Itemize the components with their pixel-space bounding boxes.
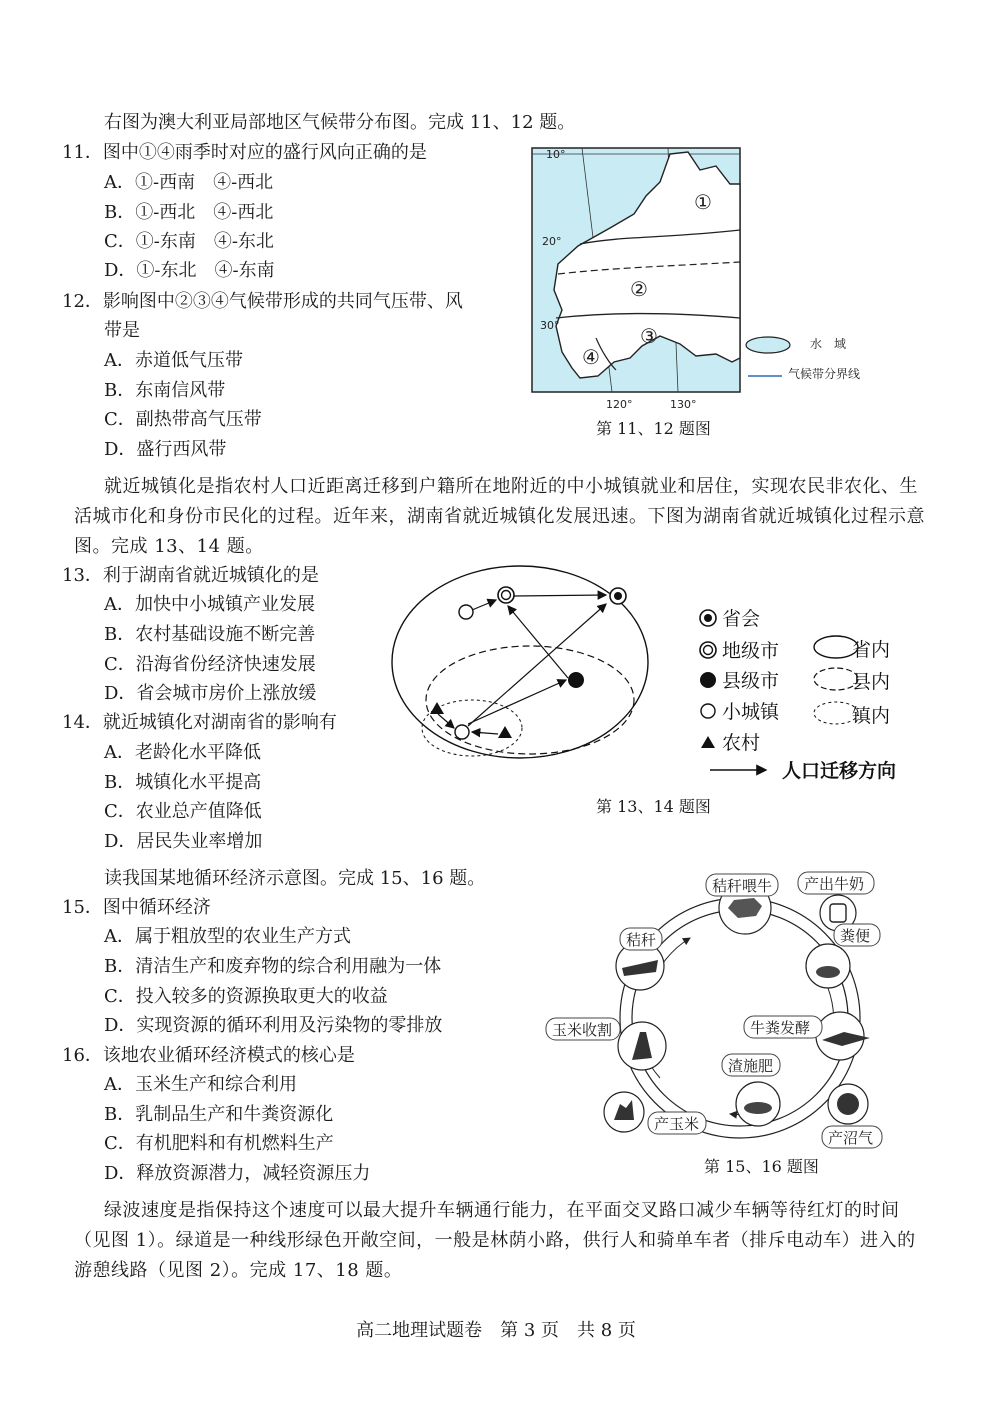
q14-option-d: D．居民失业率增加 bbox=[104, 831, 263, 852]
section2-intro: 就近城镇化是指农村人口近距离迁移到户籍所在地附近的中小城镇就业和居住，实现农民非农化、生活城市化和身份市民化的过程。近年来，湖南省就近城镇化发展迅速。下图为湖南省就近城镇化过程示意图。完成 13、14 题。 bbox=[74, 476, 925, 557]
q15-option-c: C．投入较多的资源换取更大的收益 bbox=[104, 986, 388, 1007]
q16-option-a: A．玉米生产和综合利用 bbox=[104, 1074, 297, 1095]
label-milk: 产出牛奶 bbox=[804, 875, 865, 893]
migration-arrow-legend bbox=[706, 757, 926, 783]
region-2-label: ② bbox=[630, 277, 648, 301]
label-corn: 产玉米 bbox=[654, 1115, 700, 1133]
q14-option-a: A．老龄化水平降低 bbox=[104, 742, 261, 763]
legend-town-area: 镇内 bbox=[852, 705, 891, 727]
region-4-label: ④ bbox=[582, 345, 600, 369]
q16-stem: 16．该地农业循环经济模式的核心是 bbox=[62, 1045, 355, 1066]
legend-province: 省内 bbox=[852, 639, 891, 661]
q11-option-d: D．①-东北 ④-东南 bbox=[104, 260, 275, 281]
q14-option-b: B．城镇化水平提高 bbox=[104, 772, 262, 793]
legend-county: 县级市 bbox=[722, 670, 780, 692]
legend-arrow: 人口迁移方向 bbox=[782, 760, 897, 782]
label-harvest: 玉米收割 bbox=[552, 1021, 613, 1039]
circular-economy-diagram bbox=[540, 868, 900, 1154]
q12-stem-line2: 带是 bbox=[104, 320, 140, 341]
q16-option-b: B．乳制品生产和牛粪资源化 bbox=[104, 1104, 334, 1125]
legend-village: 农村 bbox=[722, 732, 761, 754]
urbanization-diagram bbox=[390, 562, 920, 772]
legend-town: 小城镇 bbox=[722, 701, 780, 723]
q14-option-c: C．农业总产值降低 bbox=[104, 801, 262, 822]
section3-intro: 读我国某地循环经济示意图。完成 15、16 题。 bbox=[104, 868, 486, 889]
map-caption: 第 11、12 题图 bbox=[596, 419, 711, 438]
label-biogas: 产沼气 bbox=[828, 1129, 874, 1147]
q12-option-c: C．副热带高气压带 bbox=[104, 409, 262, 430]
county-legend-icon bbox=[700, 672, 716, 688]
urbanization-caption: 第 13、14 题图 bbox=[596, 797, 711, 816]
page-footer: 高二地理试题卷 第 3 页 共 8 页 bbox=[356, 1320, 636, 1341]
label-residue: 渣施肥 bbox=[728, 1057, 774, 1075]
section1-intro: 右图为澳大利亚局部地区气候带分布图。完成 11、12 题。 bbox=[104, 112, 576, 133]
water-legend-icon bbox=[746, 337, 790, 353]
australia-climate-map bbox=[520, 140, 890, 411]
q12-option-a: A．赤道低气压带 bbox=[104, 350, 243, 371]
cycle-caption: 第 15、16 题图 bbox=[704, 1157, 819, 1176]
village-node-2 bbox=[498, 726, 512, 738]
q14-stem: 14．就近城镇化对湖南省的影响有 bbox=[62, 712, 337, 733]
county-city-node bbox=[568, 672, 584, 688]
q11-option-a: A．①-西南 ④-西北 bbox=[104, 172, 274, 193]
lat-label-30: 30° bbox=[540, 319, 560, 332]
q12-option-b: B．东南信风带 bbox=[104, 380, 226, 401]
legend-county-area: 县内 bbox=[852, 671, 891, 693]
small-town-node bbox=[459, 605, 473, 619]
village-node-1 bbox=[430, 702, 444, 714]
q15-option-a: A．属于粗放型的农业生产方式 bbox=[104, 926, 351, 947]
legend-water-label: 水 域 bbox=[810, 337, 847, 351]
legend-capital: 省会 bbox=[722, 608, 761, 630]
q11-stem: 11．图中①④雨季时对应的盛行风向正确的是 bbox=[62, 142, 427, 163]
q15-option-b: B．清洁生产和废弃物的综合利用融为一体 bbox=[104, 956, 442, 977]
legend-prefecture: 地级市 bbox=[722, 640, 780, 662]
lon-label-120: 120° bbox=[606, 398, 633, 411]
lat-label-10: 10° bbox=[546, 148, 566, 161]
q13-stem: 13．利于湖南省就近城镇化的是 bbox=[62, 565, 319, 586]
region-1-label: ① bbox=[694, 190, 712, 214]
q13-option-c: C．沿海省份经济快速发展 bbox=[104, 654, 316, 675]
q12-option-d: D．盛行西风带 bbox=[104, 439, 227, 460]
lon-label-130: 130° bbox=[670, 398, 697, 411]
legend-line-label: 气候带分界线 bbox=[788, 367, 861, 381]
section4-intro: 绿波速度是指保持这个速度可以最大提升车辆通行能力，在平面交叉路口减少车辆等待红灯的时间（见图 1）。绿道是一种线形绿色开敞空间，一般是林荫小路，供行人和骑单车者（排斥电动车）进入的游憩线路（见图 2）。完成 17、18 题。 bbox=[74, 1200, 916, 1281]
label-straw-feed: 秸秆喂牛 bbox=[712, 877, 773, 895]
label-straw: 秸秆 bbox=[626, 931, 657, 949]
q13-option-d: D．省会城市房价上涨放缓 bbox=[104, 683, 317, 704]
lat-label-20: 20° bbox=[542, 235, 562, 248]
q16-option-d: D．释放资源潜力，减轻资源压力 bbox=[104, 1163, 371, 1184]
q15-stem: 15．图中循环经济 bbox=[62, 897, 211, 918]
q13-option-b: B．农村基础设施不断完善 bbox=[104, 624, 316, 645]
q16-option-c: C．有机肥料和有机燃料生产 bbox=[104, 1133, 334, 1154]
q13-option-a: A．加快中小城镇产业发展 bbox=[104, 594, 315, 615]
label-ferment: 牛粪发酵 bbox=[750, 1019, 811, 1037]
q11-option-c: C．①-东南 ④-东北 bbox=[104, 231, 274, 252]
town-legend-icon bbox=[701, 704, 715, 718]
label-manure: 粪便 bbox=[840, 927, 871, 945]
village-legend-icon bbox=[701, 736, 715, 748]
region-3-label: ③ bbox=[640, 324, 658, 348]
small-town-node-2 bbox=[455, 725, 469, 739]
q12-stem-line1: 12．影响图中②③④气候带形成的共同气压带、风 bbox=[62, 291, 463, 312]
q11-option-b: B．①-西北 ④-西北 bbox=[104, 202, 274, 223]
q15-option-d: D．实现资源的循环利用及污染物的零排放 bbox=[104, 1015, 443, 1036]
